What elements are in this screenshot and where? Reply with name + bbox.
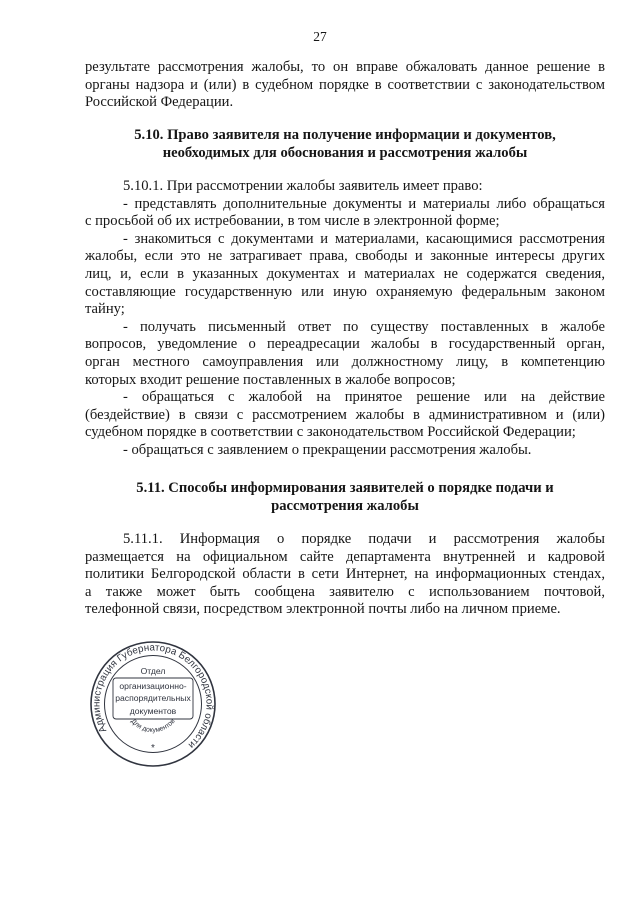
heading-line: необходимых для обоснования и рассмотрения жалобы — [162, 144, 528, 161]
list-item — [85, 319, 605, 389]
list-item — [85, 389, 605, 442]
list-item — [85, 196, 605, 231]
text-line: - обращаться с заявлением о прекращении рассмотрения жалобы. — [123, 441, 532, 458]
heading-line: 5.11. Способы информирования заявителей о порядке подачи и — [136, 480, 554, 496]
text-line: органы надзора и (или) в судебном порядке в соответствии с законодательством — [85, 76, 605, 93]
heading-line: рассмотрения жалобы — [271, 497, 419, 514]
text-line: жалобы, если это не затрагивает права, свободы и законные интересы других — [85, 248, 605, 265]
text-line: вопросов, уведомление о переадресации жалобы в государственный орган, — [85, 336, 605, 353]
stamp-department-line: распорядительных — [115, 693, 191, 703]
text-line: (бездействие) в связи с рассмотрением жалобы в административном и (или) — [85, 406, 605, 423]
section-heading-5-10 — [85, 127, 605, 162]
list-lead: 5.10.1. При рассмотрении жалобы заявитель имеет право: — [123, 178, 483, 194]
stamp-department-line: документов — [129, 706, 177, 716]
text-line: - представлять дополнительные документы и материалы либо обращаться — [123, 195, 605, 212]
stamp-ring-text-path: Администрация Губернатора Белгородской области — [91, 642, 215, 751]
text-line: судебном порядке в соответствии с законодательством Российской Федерации; — [85, 424, 576, 441]
page-number: 27 — [313, 29, 327, 44]
heading-line: 5.10. Право заявителя на получение информации и документов, — [134, 127, 556, 143]
text-line: 5.11.1. Информация о порядке подачи и рассмотрения жалобы — [123, 531, 605, 547]
text-line: телефонной связи, посредством электронной почты либо на личном приеме. — [85, 601, 561, 618]
paragraph-5-11-1 — [85, 531, 605, 619]
text-line: - получать письменный ответ по существу поставленных в жалобе — [123, 318, 605, 335]
text-line: результате рассмотрения жалобы, то он вправе обжаловать данное решение в — [85, 59, 605, 75]
text-line: - знакомиться с документами и материалами, касающимися рассмотрения — [123, 230, 605, 247]
text-line: политики Белгородской области в сети Интернет, на информационных стендах, — [85, 566, 605, 583]
text-line: составляющие государственную или иную охраняемую федеральным законом — [85, 283, 605, 300]
text-line: размещается на официальном сайте департамента внутренней и кадровой — [85, 548, 605, 565]
text-line: а также может быть сообщена заявителю с использованием почтовой, — [85, 583, 605, 600]
stamp-department-line: организационно- — [119, 681, 187, 691]
stamp — [88, 639, 218, 769]
section-heading-5-11 — [85, 480, 605, 515]
list-item — [85, 231, 605, 319]
text-line: с просьбой об их истребовании, в том числе в электронной форме; — [85, 213, 500, 230]
stamp-star-mark: * — [151, 743, 155, 754]
text-line: Российской Федерации. — [85, 94, 234, 111]
text-line: - обращаться с жалобой на принятое решение или на действие — [123, 389, 605, 406]
text-line: которых входит решение поставленных в жалобе вопросов; — [85, 371, 456, 388]
list-item — [85, 442, 605, 460]
stamp-bottom-text-path: Для документов — [129, 717, 177, 735]
stamp-bottom-text — [129, 718, 177, 734]
stamp-department-line: Отдел — [140, 666, 166, 676]
rights-list — [85, 178, 605, 460]
text-line: тайну; — [85, 301, 125, 318]
intro-paragraph — [85, 59, 605, 112]
text-line: лиц, и, если в указанных документах и материалах не содержатся сведения, — [85, 265, 605, 282]
text-line: орган местного самоуправления или должностному лицу, в компетенцию — [85, 353, 605, 370]
